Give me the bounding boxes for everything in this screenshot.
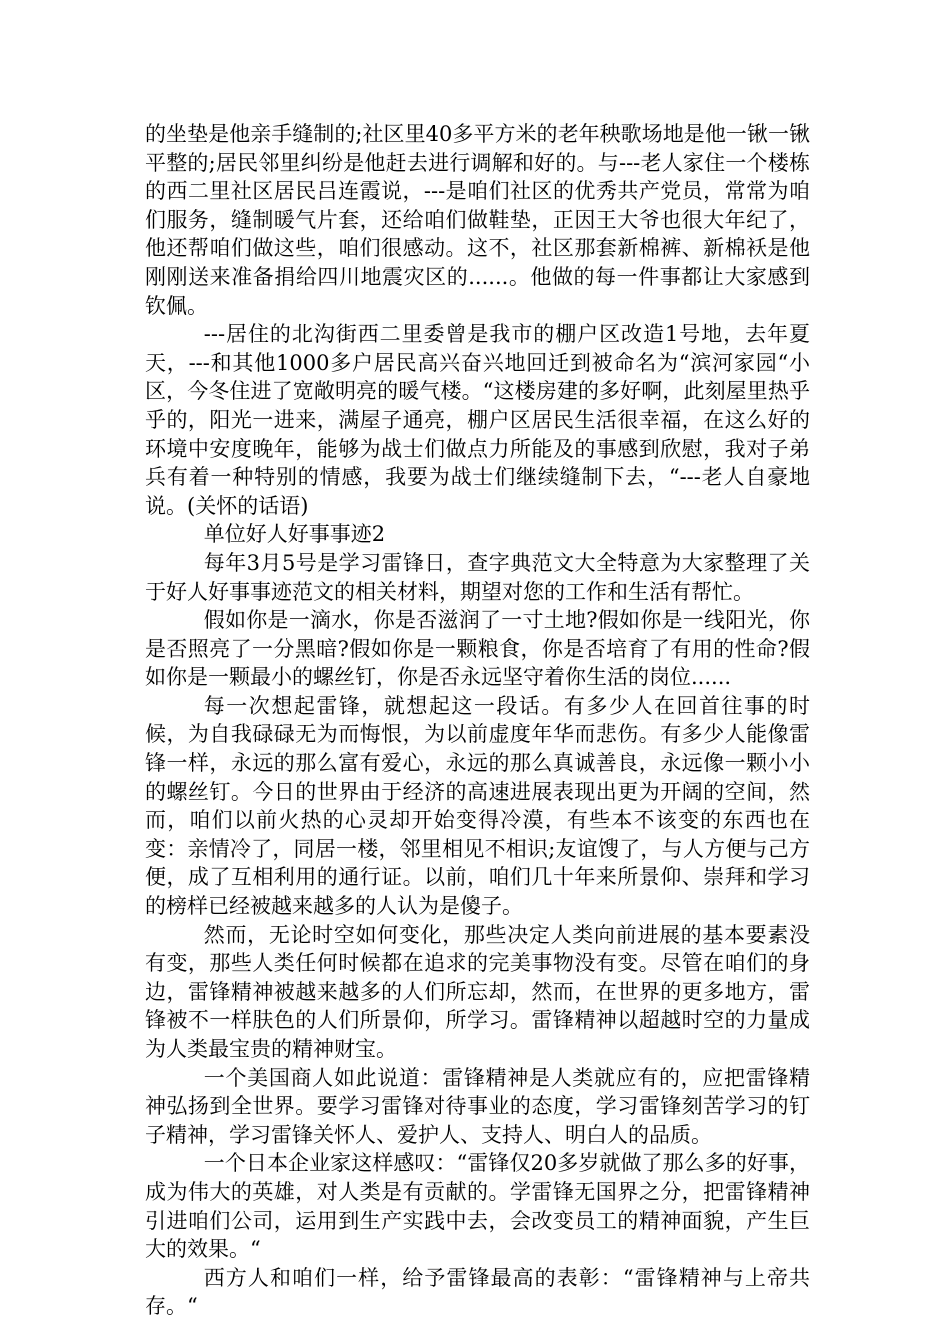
paragraph-continuation: 的坐垫是他亲手缝制的;社区里40多平方米的老年秧歌场地是他一锹一锹平整的;居民邻里纠纷是他赶去进行调解和好的。与---老人家住一个楼栋的西二里社区居民吕连霞说，---是咱们社区的优秀共产党员，常常为咱们服务，缝制暖气片套，还给咱们做鞋垫，正因王大爷也很大年纪了，他还帮咱们做这些，咱们很感动。这不，社区那套新棉裤、新棉袄是他刚刚送来准备捐给四川地震灾区的......。他做的每一件事都让大家感到钦佩。 (145, 122, 810, 318)
paragraph-intro: 每年3月5号是学习雷锋日，查字典范文大全特意为大家整理了关于好人好事事迹范文的相关材料，期望对您的工作和生活有帮忙。 (145, 550, 810, 604)
paragraph-questions: 假如你是一滴水，你是否滋润了一寸土地?假如你是一线阳光，你是否照亮了一分黑暗?假如你是一颗粮食，你是否培育了有用的性命?假如你是一颗最小的螺丝钉，你是否永远坚守着你生活的岗位...... (145, 608, 810, 690)
paragraph-spirit: 然而，无论时空如何变化，那些决定人类向前进展的基本要素没有变，那些人类任何时候都在追求的完美事物没有变。尽管在咱们的身边，雷锋精神被越来越多的人们所忘却，然而，在世界的更多地方，雷锋被不一样肤色的人们所景仰，所学习。雷锋精神以超越时空的力量成为人类最宝贵的精神财宝。 (145, 922, 810, 1061)
paragraph-reflection: 每一次想起雷锋，就想起这一段话。有多少人在回首往事的时候，为自我碌碌无为而悔恨，为以前虚度年华而悲伤。有多少人能像雷锋一样，永远的那么富有爱心，永远的那么真诚善良，永远像一颗小小的螺丝钉。今日的世界由于经济的高速进展表现出更为开阔的空间，然而，咱们以前火热的心灵却开始变得冷漠，有些本不该变的东西也在变：亲情冷了，同居一楼，邻里相见不相识;友谊馊了，与人方便与己方便，成了互相利用的通行证。以前，咱们几十年来所景仰、崇拜和学习的榜样已经被越来越多的人认为是傻子。 (145, 693, 810, 919)
paragraph-residence: ---居住的北沟街西二里委曾是我市的棚户区改造1号地，去年夏天，---和其他1000多户居民高兴奋兴地回迁到被命名为“滨河家园“小区，今冬住进了宽敞明亮的暖气楼。“这楼房建的多好啊，此刻屋里热乎乎的，阳光一进来，满屋子通亮，棚户区居民生活很幸福，在这么好的环境中安度晚年，能够为战士们做点力所能及的事感到欣慰，我对子弟兵有着一种特别的情感，我要为战士们继续缝制下去，“---老人自豪地说。(关怀的话语) (145, 322, 810, 518)
paragraph-american: 一个美国商人如此说道：雷锋精神是人类就应有的，应把雷锋精神弘扬到全世界。要学习雷锋对待事业的态度，学习雷锋刻苦学习的钉子精神，学习雷锋关怀人、爱护人、支持人、明白人的品质。 (145, 1065, 810, 1147)
paragraph-japanese: 一个日本企业家这样感叹：“雷锋仅20多岁就做了那么多的好事，成为伟大的英雄，对人类是有贡献的。学雷锋无国界之分，把雷锋精神引进咱们公司，运用到生产实践中去，会改变员工的精神面貌，产生巨大的效果。“ (145, 1151, 810, 1262)
document-page (145, 120, 810, 1321)
paragraph-western: 西方人和咱们一样，给予雷锋最高的表彰：“雷锋精神与上帝共存。“ (145, 1265, 810, 1319)
section-heading: 单位好人好事事迹2 (203, 522, 386, 547)
